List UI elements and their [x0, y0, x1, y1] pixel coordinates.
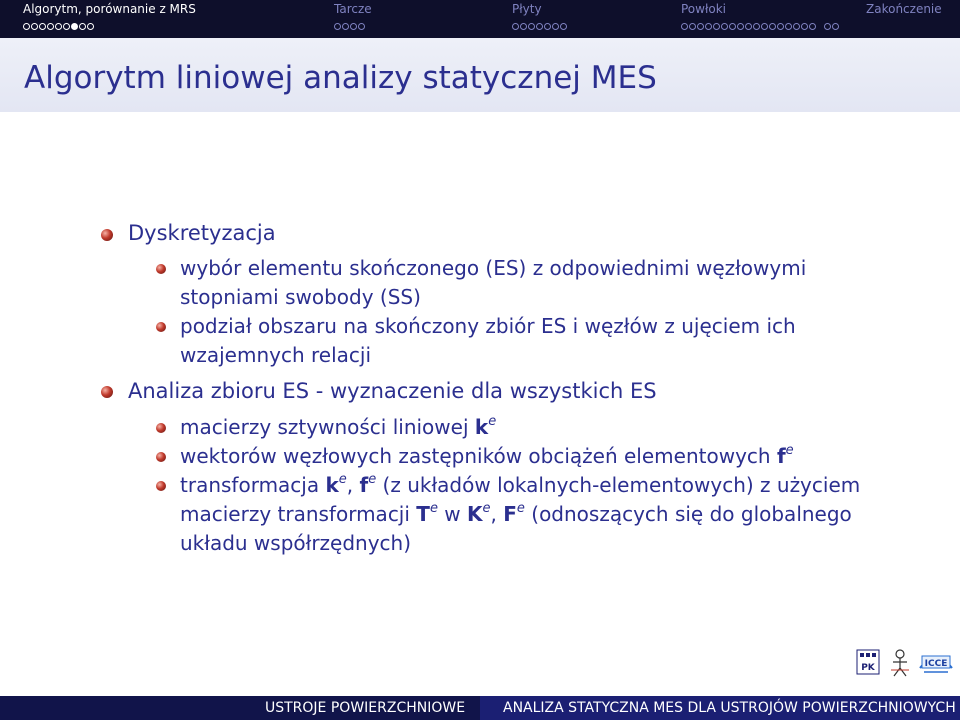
nav-dot[interactable]: [536, 23, 543, 30]
footer-full-title[interactable]: ANALIZA STATYCZNA MES DLA USTROJÓW POWIERZCHNIOWYCH: [503, 700, 956, 716]
sub-item-line: wektorów węzłowych zastępników obciążeń elementowych $f^e$: [180, 443, 794, 468]
nav-dot-current[interactable]: [71, 23, 78, 30]
nav-dot[interactable]: [689, 23, 696, 30]
nav-dot[interactable]: [769, 23, 776, 30]
nav-dot[interactable]: [47, 23, 54, 30]
nav-dot[interactable]: [342, 23, 349, 30]
nav-section-powloki[interactable]: [681, 0, 839, 31]
page-title: Algorytm liniowej analizy statycznej MES: [24, 60, 657, 96]
nav-dot[interactable]: [39, 23, 46, 30]
nav-dot[interactable]: [729, 23, 736, 30]
nav-dot[interactable]: [824, 23, 831, 30]
nav-dot[interactable]: [350, 23, 357, 30]
sub-bullet-icon: [156, 452, 166, 462]
nav-dot[interactable]: [832, 23, 839, 30]
nav-section-title[interactable]: Płyty: [512, 2, 542, 16]
nav-dot[interactable]: [809, 23, 816, 30]
list-item-analiza: Analiza zbioru ES - wyznaczenie dla wszystkich ES: [128, 379, 657, 403]
sub-bullet-icon: [156, 481, 166, 491]
nav-dot[interactable]: [681, 23, 688, 30]
sub-item-line: podział obszaru na skończony zbiór ES i węzłów z ujęciem ich: [180, 314, 796, 338]
nav-dot[interactable]: [777, 23, 784, 30]
nav-dot[interactable]: [705, 23, 712, 30]
nav-section-tarcze[interactable]: [334, 0, 372, 31]
nav-section-title[interactable]: Zakończenie: [866, 2, 942, 16]
figure-logo-icon: [888, 648, 912, 678]
nav-dot[interactable]: [801, 23, 808, 30]
nav-dot[interactable]: [753, 23, 760, 30]
nav-section-algorytm[interactable]: [23, 0, 196, 31]
nav-dot[interactable]: [528, 23, 535, 30]
sub-item-line: wzajemnych relacji: [180, 343, 372, 367]
nav-dot[interactable]: [63, 23, 70, 30]
nav-section-dots: [512, 21, 567, 31]
nav-dot[interactable]: [737, 23, 744, 30]
nav-section-title[interactable]: Algorytm, porównanie z MRS: [23, 2, 196, 16]
sub-item-line: transformacja $k^e$, $f^e$ (z układów lokalnych-elementowych) z użyciem: [180, 472, 861, 497]
nav-dot[interactable]: [785, 23, 792, 30]
sub-item-line: macierzy sztywności liniowej $k^e$: [180, 414, 497, 439]
svg-text:ICCE: ICCE: [924, 659, 948, 669]
nav-dot[interactable]: [87, 23, 94, 30]
footer-left: [0, 696, 480, 720]
footer-right: [480, 696, 960, 720]
nav-section-title[interactable]: Tarcze: [334, 2, 372, 16]
nav-dot[interactable]: [358, 23, 365, 30]
bullet-icon: [101, 386, 113, 398]
nav-dot[interactable]: [55, 23, 62, 30]
nav-dot[interactable]: [560, 23, 567, 30]
svg-text:PK: PK: [861, 663, 875, 673]
footer: [0, 696, 960, 720]
nav-section-zakonczenie[interactable]: [866, 0, 942, 16]
nav-dot[interactable]: [761, 23, 768, 30]
nav-dot[interactable]: [512, 23, 519, 30]
navigation-bar: [0, 0, 960, 38]
nav-section-dots: [23, 21, 196, 31]
nav-dot[interactable]: [713, 23, 720, 30]
nav-dot[interactable]: [31, 23, 38, 30]
nav-dot[interactable]: [520, 23, 527, 30]
nav-dot[interactable]: [544, 23, 551, 30]
frame-title-bar: [0, 38, 960, 112]
nav-dot[interactable]: [23, 23, 30, 30]
nav-dot[interactable]: [697, 23, 704, 30]
nav-dot[interactable]: [552, 23, 559, 30]
nav-section-plyty[interactable]: [512, 0, 567, 31]
nav-dot[interactable]: [793, 23, 800, 30]
footer-short-title[interactable]: USTROJE POWIERZCHNIOWE: [265, 700, 466, 716]
list-item-dyskretyzacja: Dyskretyzacja: [128, 221, 276, 245]
sub-item-line: stopniami swobody (SS): [180, 285, 421, 309]
sub-item-line: macierzy transformacji $T^e$ w $K^e$, $F^e$ (odnoszących się do globalnego: [180, 501, 852, 526]
nav-dot[interactable]: [334, 23, 341, 30]
sub-bullet-icon: [156, 264, 166, 274]
sub-bullet-icon: [156, 322, 166, 332]
nav-dot[interactable]: [745, 23, 752, 30]
icce-logo-icon: [918, 646, 954, 678]
nav-section-dots: [681, 21, 839, 31]
sub-item-line: wybór elementu skończonego (ES) z odpowiednimi węzłowymi: [180, 256, 807, 280]
nav-dot[interactable]: [79, 23, 86, 30]
nav-dot[interactable]: [721, 23, 728, 30]
bullet-icon: [101, 229, 113, 241]
sub-bullet-icon: [156, 423, 166, 433]
sub-item-line: układu współrzędnych): [180, 531, 412, 555]
nav-section-title[interactable]: Powłoki: [681, 2, 726, 16]
nav-section-dots: [334, 21, 372, 31]
pk-logo-icon: [856, 648, 880, 676]
